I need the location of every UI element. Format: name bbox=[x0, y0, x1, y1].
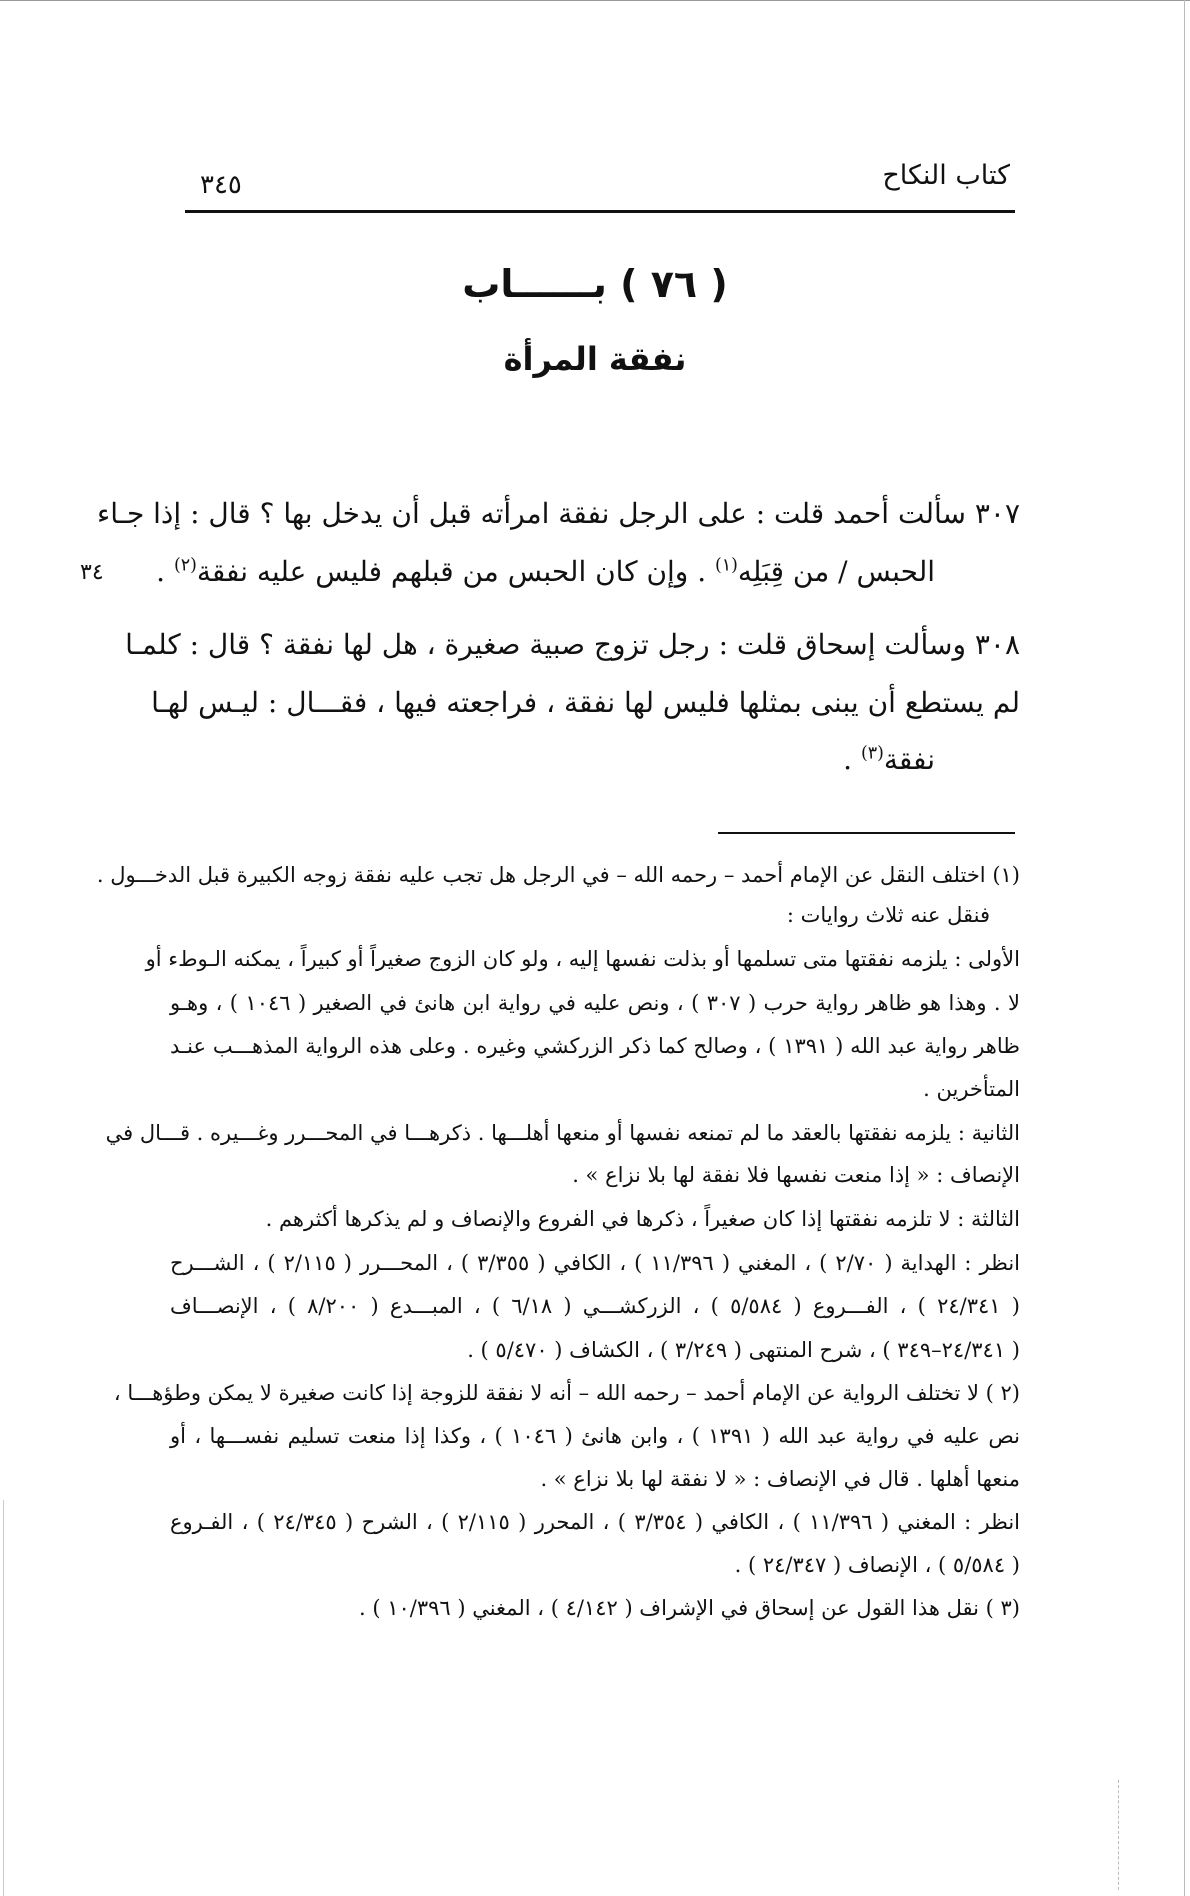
page-number: ٣٤٥ bbox=[200, 170, 242, 200]
footnote-2-line-4: انظر : المغني ( ١١/٣٩٦ ) ، الكافي ( ٣/٣٥٤ ) ، المحرر ( ٢/١١٥ ) ، الشرح ( ٢٤/٣٤٥ ) ، الفـروع bbox=[170, 1510, 1020, 1534]
footnote-rule bbox=[718, 832, 1015, 834]
entry-308-line-3-end: . bbox=[843, 743, 861, 776]
footnote-1-line-8: الإنصاف : « إذا منعت نفسها فلا نفقة لها بلا نزاع » . bbox=[572, 1163, 1020, 1187]
entry-307-line-2 bbox=[156, 552, 935, 592]
entry-308-line-1: ٣٠٨ وسألت إسحاق قلت : رجل تزوج صبية صغيرة ، هل لها نفقة ؟ قال : كلمـا bbox=[125, 628, 1020, 661]
scan-mark-right bbox=[1118, 1780, 1119, 1890]
footnote-1-line-4: لا . وهذا هو ظاهر رواية حرب ( ٣٠٧ ) ، ونص عليه في رواية ابن هانئ في الصغير ( ١٠٤٦ ) ، وهـو bbox=[170, 991, 1020, 1015]
footnote-marker-3[interactable]: (٣) bbox=[860, 743, 884, 764]
entry-307-line-2-tail: . وإن كان الحبس من قبلهم فليس عليه نفقة bbox=[196, 555, 716, 588]
running-header-title: كتاب النكاح bbox=[882, 160, 1010, 191]
footnote-2-line-3: منعها أهلها . قال في الإنصاف : « لا نفقة لها بلا نزاع » . bbox=[540, 1467, 1020, 1491]
footnote-marker-1[interactable]: (١) bbox=[715, 555, 738, 576]
chapter-title: ( ٧٦ ) بــــــاب bbox=[462, 262, 728, 306]
footnote-2-line-2: نص عليه في رواية عبد الله ( ١٣٩١ ) ، وابن هانئ ( ١٠٤٦ ) ، وكذا إذا منعت تسليم نفســـها ، أو bbox=[170, 1424, 1020, 1448]
footnote-3-line-1: (٣ ) نقل هذا القول عن إسحاق في الإشراف ( ٤/١٤٢ ) ، المغني ( ١٠/٣٩٦ ) . bbox=[358, 1596, 1020, 1620]
footnote-1-line-9: الثالثة : لا تلزمه نفقتها إذا كان صغيراً ، ذكرها في الفروع والإنصاف و لم يذكرها أكثرهم . bbox=[265, 1207, 1020, 1231]
entry-307-line-2-start: الحبس / من قِبَلِه bbox=[737, 555, 935, 588]
footnote-1-line-7: الثانية : يلزمه نفقتها بالعقد ما لم تمنعه نفسها أو منعها أهلـــها . ذكرهـــا في المحـــرر وغـــيره . قـــال في bbox=[105, 1121, 1020, 1145]
footnote-marker-2[interactable]: (٢) bbox=[173, 555, 197, 576]
entry-307-line-2-end: . bbox=[156, 555, 174, 588]
footnote-1-line-11: ( ٢٤/٣٤١ ) ، الفـــروع ( ٥/٥٨٤ ) ، الزركشـــي ( ٦/١٨ ) ، المبـــدع ( ٨/٢٠٠ ) ، الإنصـــاف bbox=[170, 1294, 1020, 1318]
footnote-1-line-3: الأولى : يلزمه نفقتها متى تسلمها أو بذلت نفسها إليه ، ولو كان الزوج صغيراً أو كبيراً ، يمكنه الـوطء أو bbox=[145, 947, 1020, 971]
margin-reference-number: ٣٤ bbox=[80, 560, 104, 585]
scan-edge-left bbox=[3, 1500, 4, 1896]
footnote-1-line-10: انظر : الهداية ( ٢/٧٠ ) ، المغني ( ١١/٣٩٦ ) ، الكافي ( ٣/٣٥٥ ) ، المحـــرر ( ٢/١١٥ ) ، الشـــرح bbox=[170, 1251, 1020, 1275]
footnote-2-line-1: (٢ ) لا تختلف الرواية عن الإمام أحمد – رحمه الله – أنه لا نفقة للزوجة إذا كانت صغيرة لا يمكن وطؤهـــا ، bbox=[113, 1381, 1020, 1405]
footnote-1-line-6: المتأخرين . bbox=[923, 1077, 1020, 1101]
entry-308-line-2: لم يستطع أن يبنى بمثلها فليس لها نفقة ، فراجعته فيها ، فقـــال : ليـس لهـا bbox=[151, 686, 1020, 719]
header-rule bbox=[185, 210, 1015, 213]
entry-307-line-1: ٣٠٧ سألت أحمد قلت : على الرجل نفقة امرأته قبل أن يدخل بها ؟ قال : إذا جـاء bbox=[97, 497, 1020, 530]
footnote-1-line-12: ( ٢٤/٣٤١–٣٤٩ ) ، شرح المنتهى ( ٣/٢٤٩ ) ، الكشاف ( ٥/٤٧٠ ) . bbox=[467, 1338, 1020, 1362]
footnote-1-line-5: ظاهر رواية عبد الله ( ١٣٩١ ) ، وصالح كما ذكر الزركشي وغيره . وعلى هذه الرواية المذهـــب عنـد bbox=[170, 1034, 1020, 1058]
scan-edge-top bbox=[0, 0, 1190, 1]
entry-308-line-3-start: نفقة bbox=[883, 743, 935, 776]
footnote-2-line-5: ( ٥/٥٨٤ ) ، الإنصاف ( ٢٤/٣٤٧ ) . bbox=[734, 1553, 1020, 1577]
entry-308-line-3 bbox=[635, 740, 935, 780]
footnote-1-line-2: فنقل عنه ثلاث روايات : bbox=[786, 903, 990, 927]
chapter-subtitle: نفقة المرأة bbox=[503, 340, 687, 378]
footnote-1-line-1: (١) اختلف النقل عن الإمام أحمد – رحمه الله – في الرجل هل تجب عليه نفقة زوجه الكبيرة قبل الدخـــول . bbox=[96, 863, 1020, 887]
